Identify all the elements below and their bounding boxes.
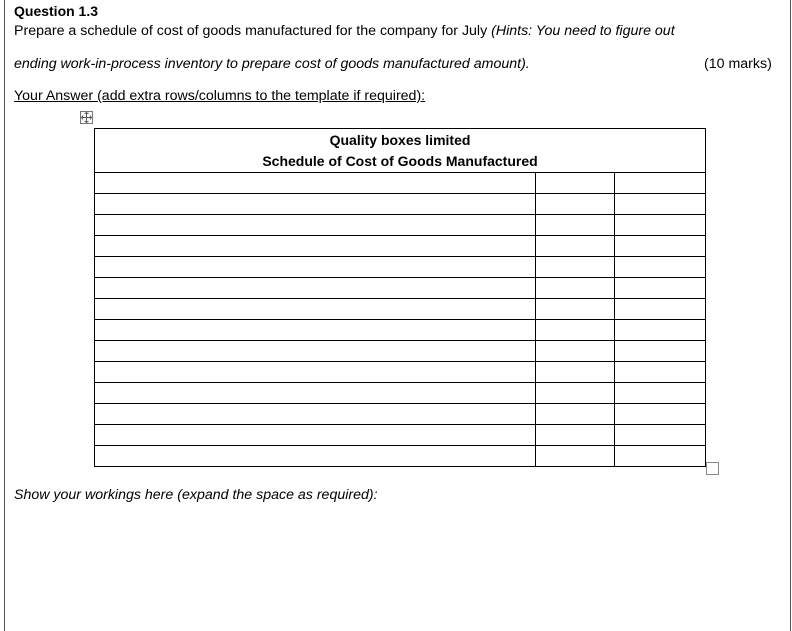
- description-cell[interactable]: [95, 194, 536, 215]
- answer-label: Your Answer (add extra rows/columns to the template if required):: [14, 88, 426, 104]
- table-row: [95, 299, 706, 320]
- amount-cell[interactable]: [536, 215, 615, 236]
- description-cell[interactable]: [95, 404, 536, 425]
- total-cell[interactable]: [615, 194, 706, 215]
- table-move-handle-icon[interactable]: [80, 111, 93, 124]
- table-row: [95, 425, 706, 446]
- total-cell[interactable]: [615, 173, 706, 194]
- total-cell[interactable]: [615, 425, 706, 446]
- amount-cell[interactable]: [536, 236, 615, 257]
- amount-cell[interactable]: [536, 299, 615, 320]
- schedule-heading: Schedule of Cost of Goods Manufactured: [262, 152, 538, 169]
- table-row: [95, 362, 706, 383]
- amount-cell[interactable]: [536, 257, 615, 278]
- amount-cell[interactable]: [536, 320, 615, 341]
- total-cell[interactable]: [615, 362, 706, 383]
- question-title: Question 1.3: [14, 3, 99, 19]
- table-row: [95, 383, 706, 404]
- total-cell[interactable]: [615, 404, 706, 425]
- table-row: [95, 173, 706, 194]
- total-cell[interactable]: [615, 278, 706, 299]
- table-row: [95, 341, 706, 362]
- table-row: [95, 194, 706, 215]
- table-row: [95, 404, 706, 425]
- description-cell[interactable]: [95, 425, 536, 446]
- table-row: [95, 236, 706, 257]
- description-cell[interactable]: [95, 341, 536, 362]
- question-instruction: [14, 23, 675, 39]
- total-cell[interactable]: [615, 341, 706, 362]
- amount-cell[interactable]: [536, 404, 615, 425]
- table-header-row: [95, 129, 706, 173]
- description-cell[interactable]: [95, 215, 536, 236]
- amount-cell[interactable]: [536, 341, 615, 362]
- table-row: [95, 320, 706, 341]
- total-cell[interactable]: [615, 257, 706, 278]
- total-cell[interactable]: [615, 383, 706, 404]
- table-header-cell[interactable]: [95, 129, 706, 173]
- total-cell[interactable]: [615, 236, 706, 257]
- description-cell[interactable]: [95, 257, 536, 278]
- amount-cell[interactable]: [536, 446, 615, 467]
- table-row: [95, 278, 706, 299]
- amount-cell[interactable]: [536, 173, 615, 194]
- table-row: [95, 446, 706, 467]
- amount-cell[interactable]: [536, 194, 615, 215]
- description-cell[interactable]: [95, 278, 536, 299]
- amount-cell[interactable]: [536, 425, 615, 446]
- amount-cell[interactable]: [536, 278, 615, 299]
- description-cell[interactable]: [95, 236, 536, 257]
- table-row: [95, 257, 706, 278]
- question-instruction-text: Prepare a schedule of cost of goods manufactured for the company for July: [14, 23, 492, 39]
- description-cell[interactable]: [95, 320, 536, 341]
- description-cell[interactable]: [95, 173, 536, 194]
- schedule-table: [94, 128, 706, 467]
- question-hint: (Hints: You need to figure out: [491, 23, 675, 39]
- total-cell[interactable]: [615, 299, 706, 320]
- description-cell[interactable]: [95, 299, 536, 320]
- table-resize-handle[interactable]: [706, 462, 719, 475]
- description-cell[interactable]: [95, 446, 536, 467]
- table-row: [95, 215, 706, 236]
- company-name: Quality boxes limited: [329, 131, 471, 148]
- total-cell[interactable]: [615, 446, 706, 467]
- amount-cell[interactable]: [536, 383, 615, 404]
- description-cell[interactable]: [95, 383, 536, 404]
- amount-cell[interactable]: [536, 362, 615, 383]
- workings-label: Show your workings here (expand the space as required):: [14, 487, 378, 503]
- total-cell[interactable]: [615, 320, 706, 341]
- total-cell[interactable]: [615, 215, 706, 236]
- question-hint-continued: ending work-in-process inventory to prepare cost of goods manufactured amount).: [14, 56, 530, 72]
- description-cell[interactable]: [95, 362, 536, 383]
- marks-label: (10 marks): [704, 56, 772, 72]
